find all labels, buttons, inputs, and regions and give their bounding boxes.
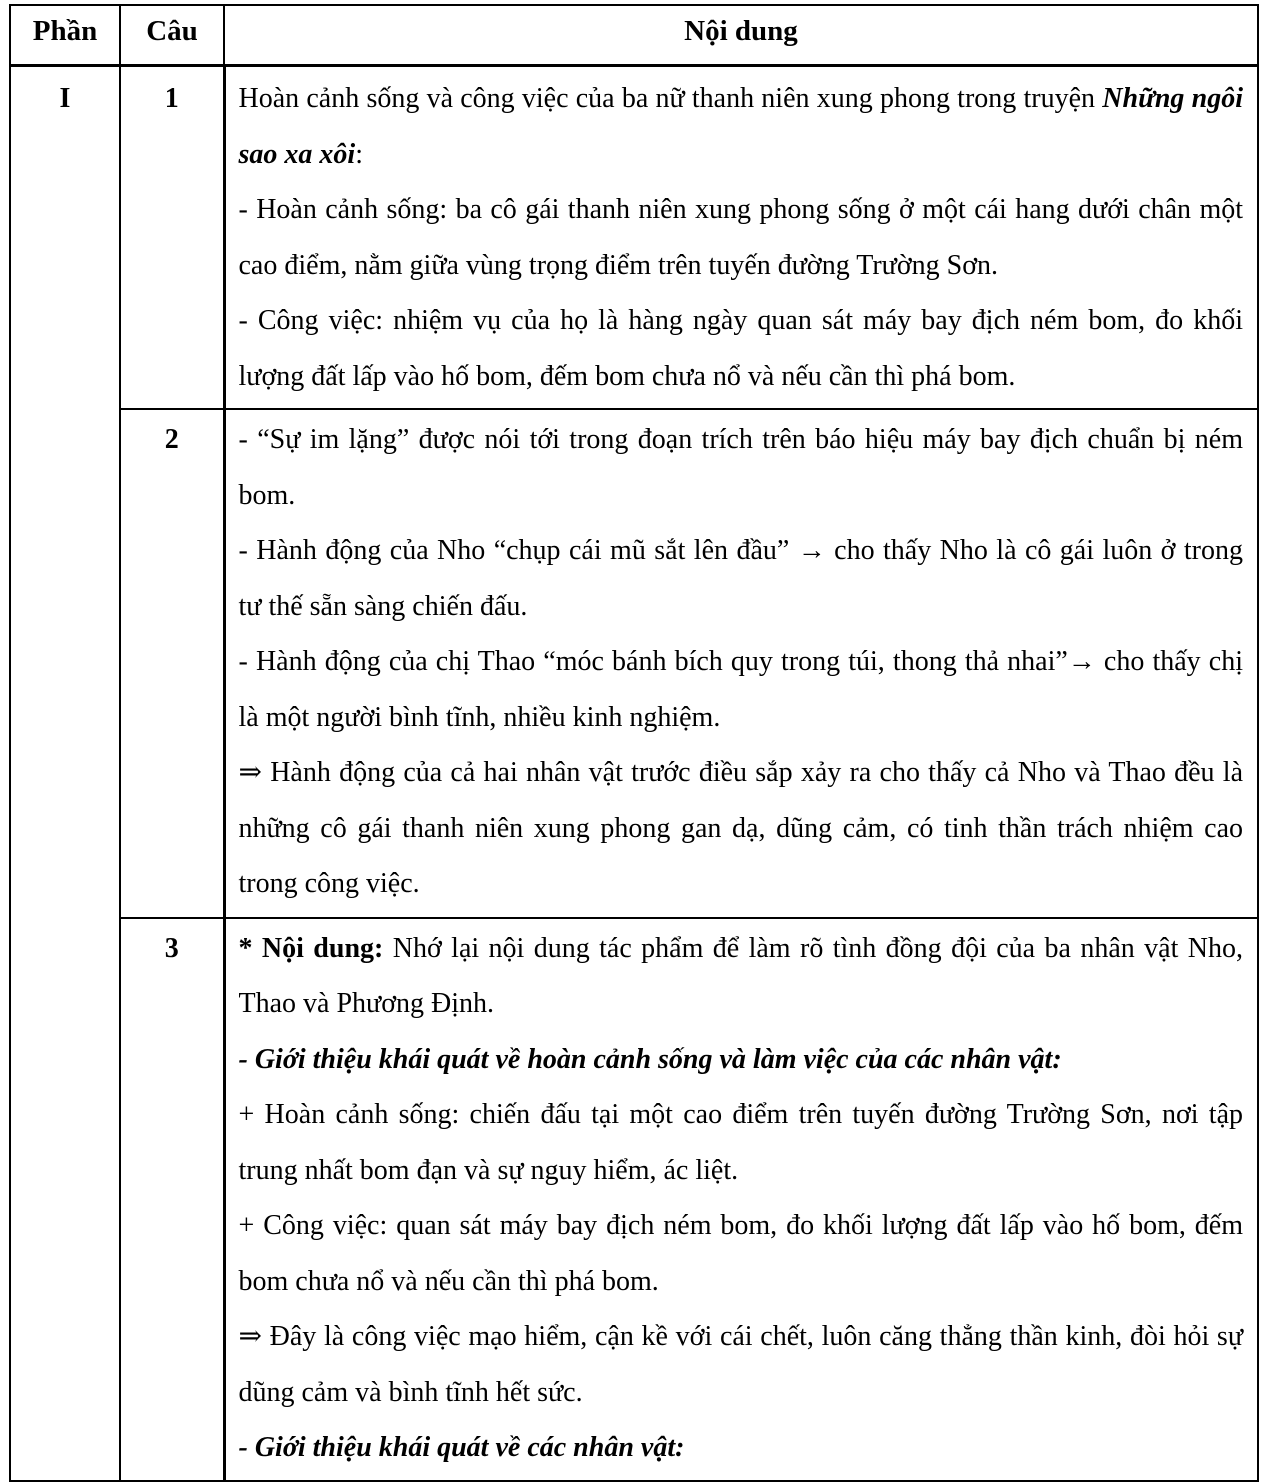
header-question: Câu [120, 5, 224, 66]
work-title: Những ngôi sao xa xôi [238, 83, 1243, 170]
content-line: - “Sự im lặng” được nói tới trong đoạn trích trên báo hiệu máy bay địch chuẩn bị ném bom. [238, 424, 1243, 511]
question-number-cell [120, 66, 224, 410]
question-number: 3 [164, 932, 179, 964]
content-line: - Hành động của chị Thao “móc bánh bích quy trong túi, thong thả nhai”→ cho thấy chị là một người bình tĩnh, nhiều kinh nghiệm. [238, 646, 1243, 733]
content-line: - Hoàn cảnh sống: ba cô gái thanh niên xung phong sống ở một cái hang dưới chân một cao điểm, nằm giữa vùng trọng điểm trên tuyến đường Trường Sơn. [238, 194, 1243, 281]
header-part: Phần [10, 5, 120, 66]
question-number-cell [120, 409, 224, 918]
answer-table [9, 4, 1259, 1482]
header-content: Nội dung [224, 5, 1258, 66]
content-cell [224, 66, 1258, 410]
table-row [10, 409, 1258, 918]
content-label: * Nội dung: [238, 932, 384, 964]
part-cell [10, 66, 120, 1481]
content-line: + Công việc: quan sát máy bay địch ném bom, đo khối lượng đất lấp vào hố bom, đếm bom chưa nổ và nếu cần thì phá bom. [238, 1210, 1243, 1297]
part-label: I [59, 83, 71, 114]
content-line: ⇒ Hành động của cả hai nhân vật trước điều sắp xảy ra cho thấy cả Nho và Thao đều là những cô gái thanh niên xung phong gan dạ, dũng cảm, có tinh thần trách nhiệm cao trong công việc. [238, 757, 1243, 899]
content-line: - Công việc: nhiệm vụ của họ là hàng ngày quan sát máy bay địch ném bom, đo khối lượng đất lấp vào hố bom, đếm bom chưa nổ và nếu cần thì phá bom. [238, 305, 1243, 392]
content-line: + Hoàn cảnh sống: chiến đấu tại một cao điểm trên tuyến đường Trường Sơn, nơi tập trung nhất bom đạn và sự nguy hiểm, ác liệt. [238, 1099, 1243, 1186]
content-cell [224, 918, 1258, 1481]
content-line: * Nội dung: Nhớ lại nội dung tác phẩm để làm rõ tình đồng đội của ba nhân vật Nho, Thao và Phương Định. [238, 932, 1243, 1019]
table-header-row [10, 5, 1258, 66]
table-row [10, 918, 1258, 1481]
content-line: Hoàn cảnh sống và công việc của ba nữ thanh niên xung phong trong truyện Những ngôi sao xa xôi: [238, 83, 1243, 170]
content-cell [224, 409, 1258, 918]
question-number: 2 [164, 424, 179, 455]
question-number: 1 [164, 83, 179, 114]
content-line: - Hành động của Nho “chụp cái mũ sắt lên đầu” → cho thấy Nho là cô gái luôn ở trong tư thế sẵn sàng chiến đấu. [238, 535, 1243, 622]
question-number-cell [120, 918, 224, 1481]
content-subheading: - Giới thiệu khái quát về hoàn cảnh sống và làm việc của các nhân vật: [238, 1043, 1062, 1075]
table-row [10, 66, 1258, 410]
content-line: ⇒ Đây là công việc mạo hiểm, cận kề với cái chết, luôn căng thẳng thần kinh, đòi hỏi sự dũng cảm và bình tĩnh hết sức. [238, 1321, 1243, 1408]
content-subheading: - Giới thiệu khái quát về các nhân vật: [238, 1432, 685, 1463]
